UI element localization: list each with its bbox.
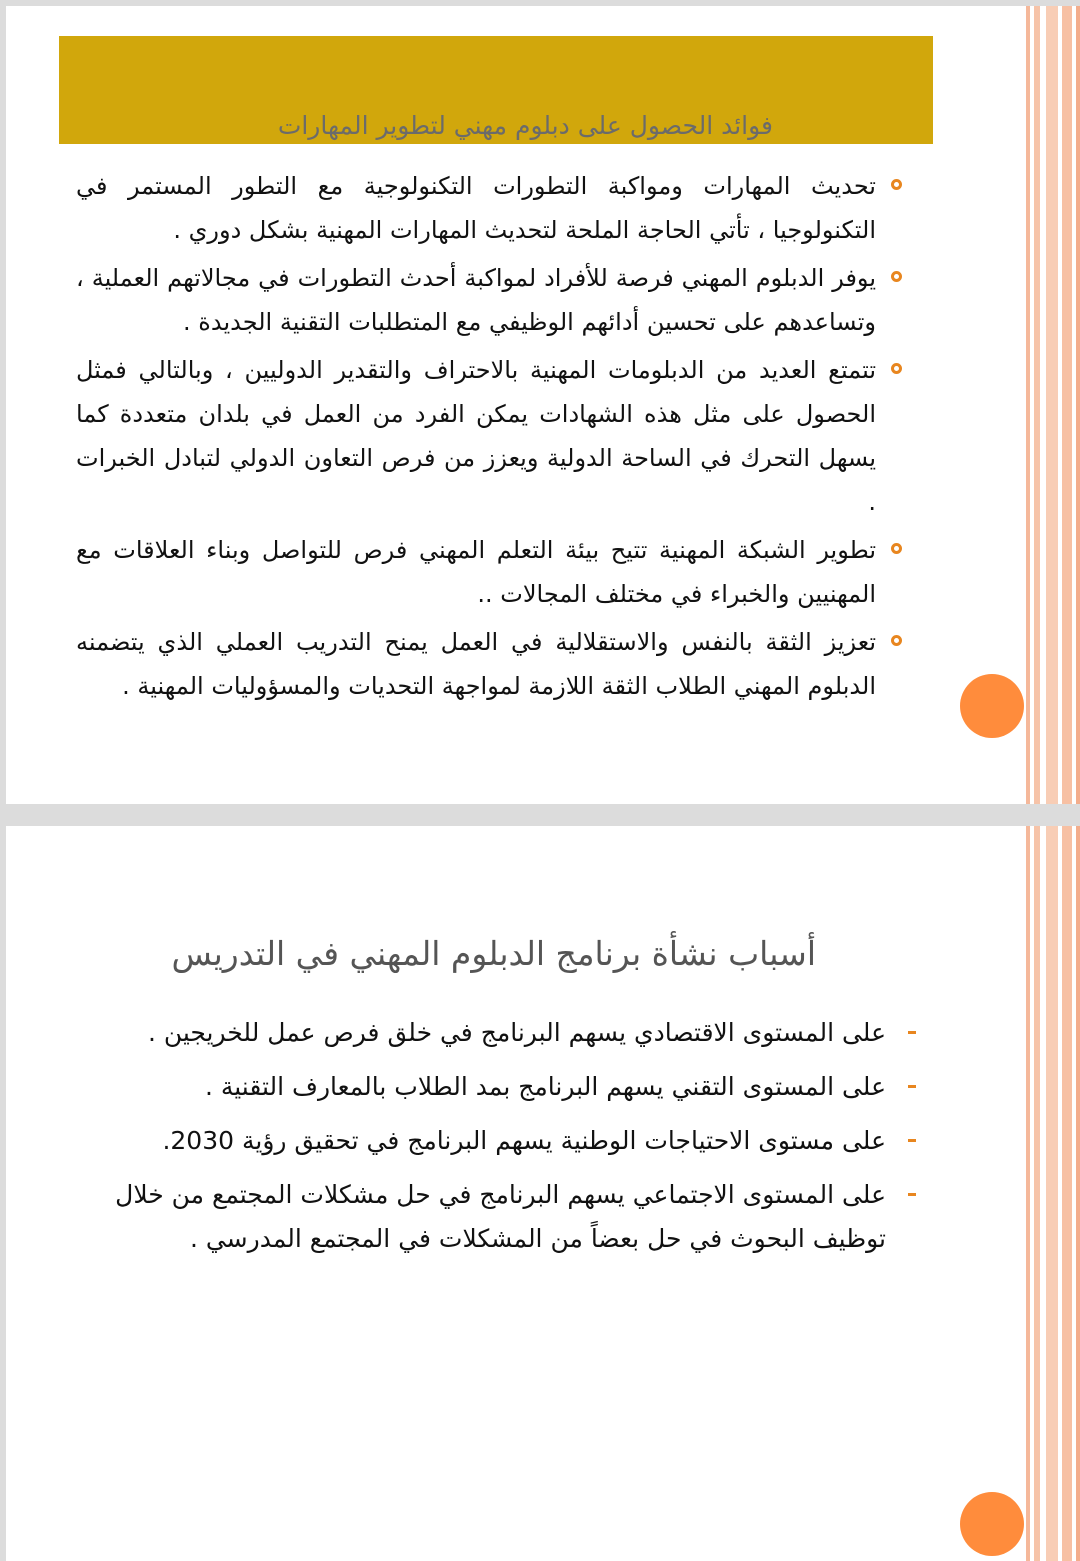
circle-bullet-icon <box>891 179 902 190</box>
circle-bullet-icon <box>891 635 902 646</box>
list-item <box>76 348 906 524</box>
list-item-text: على المستوى التقني يسهم البرنامج بمد الطلاب بالمعارف التقنية . <box>204 1072 886 1101</box>
list-item-text: تطوير الشبكة المهنية تتيح بيئة التعلم المهني فرص للتواصل وبناء العلاقات مع المهنيين والخبراء في مختلف المجالات .. <box>76 536 876 608</box>
list-item-text: تحديث المهارات ومواكبة التطورات التكنولوجية مع التطور المستمر في التكنولوجيا ، تأتي الحاجة الملحة لتحديث المهارات المهنية بشكل دوري . <box>76 172 876 244</box>
circle-bullet-icon <box>891 363 902 374</box>
list-item <box>76 256 906 344</box>
list-item <box>80 1011 920 1055</box>
circle-bullet-icon <box>891 271 902 282</box>
decorative-circle <box>960 674 1024 738</box>
list-item <box>80 1065 920 1109</box>
list-item-text: على المستوى الاجتماعي يسهم البرنامج في حل مشكلات المجتمع من خلال توظيف البحوث في حل بعضاً من المشكلات في المجتمع المدرسي . <box>115 1180 886 1253</box>
list-item-text: تتمتع العديد من الدبلومات المهنية بالاحتراف والتقدير الدوليين ، وبالتالي فمثل الحصول على مثل هذه الشهادات يمكن الفرد من العمل في بلدان متعددة كما يسهل التحرك في الساحة الدولية ويعزز من فرص التعاون الدولي لتبادل الخبرات . <box>76 356 876 516</box>
dash-bullet-icon <box>908 1193 916 1196</box>
list-item <box>76 164 906 252</box>
dash-bullet-icon <box>908 1031 916 1034</box>
slide-1 <box>6 6 1080 804</box>
list-item-text: يوفر الدبلوم المهني فرصة للأفراد لمواكبة أحدث التطورات في مجالاتهم العملية ، وتساعدهم على تحسين أدائهم الوظيفي مع المتطلبات التقنية الجديدة . <box>76 264 876 336</box>
list-item <box>76 620 906 708</box>
title-bar <box>59 36 933 144</box>
benefits-list <box>76 164 906 712</box>
circle-bullet-icon <box>891 543 902 554</box>
decorative-stripes <box>1016 826 1080 1561</box>
decorative-circle <box>960 1492 1024 1556</box>
list-item-text: تعزيز الثقة بالنفس والاستقلالية في العمل يمنح التدريب العملي الذي يتضمنه الدبلوم المهني الطلاب الثقة اللازمة لمواجهة التحديات والمسؤوليات المهنية . <box>76 628 876 700</box>
slide-2 <box>6 826 1080 1561</box>
list-item <box>76 528 906 616</box>
list-item <box>80 1173 920 1261</box>
list-item-text: على المستوى الاقتصادي يسهم البرنامج في خلق فرص عمل للخريجين . <box>147 1018 886 1047</box>
list-item-text: على مستوى الاحتياجات الوطنية يسهم البرنامج في تحقيق رؤية 2030. <box>162 1126 886 1155</box>
slide-title: أسباب نشأة برنامج الدبلوم المهني في التدريس <box>171 934 816 973</box>
list-item <box>80 1119 920 1163</box>
decorative-stripes <box>1016 6 1080 804</box>
reasons-list <box>80 1011 920 1271</box>
dash-bullet-icon <box>908 1139 916 1142</box>
slide-title: فوائد الحصول على دبلوم مهني لتطوير المهارات <box>277 111 773 140</box>
dash-bullet-icon <box>908 1085 916 1088</box>
